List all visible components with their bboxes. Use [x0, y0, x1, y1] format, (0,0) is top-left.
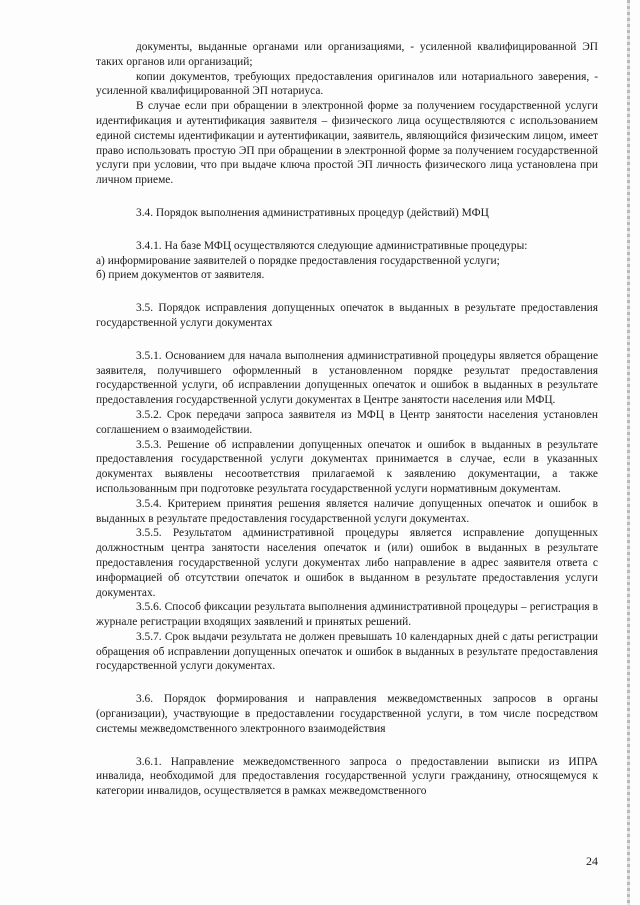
paragraph: 3.5.2. Срок передачи запроса заявителя из МФЦ в Центр занятости населения установлен соглашением о взаимодействии.: [96, 408, 598, 436]
paragraph: 3.5.5. Результатом административной процедуры является исправление допущенных должностным центра занятости населения опечаток и (или) ошибок в выданных в результате предоставления государственной услуги документах либо направление в адрес заявителя ответа с информацией об отсутствии опечаток и ошибок в выданном в результате предоставления услуги документах.: [96, 527, 598, 599]
paragraph: В случае если при обращении в электронной форме за получением государственной услуги идентификация и аутентификация заявителя – физического лица осуществляются с использованием единой системы идентификации и аутентификации, заявитель, являющийся физическим лицом, имеет право использовать простую ЭП при обращении в электронной форме за получением государственной услуги при условии, что при выдаче ключа простой ЭП личность физического лица установлена при личном приеме.: [96, 100, 598, 187]
page-number: 24: [586, 854, 598, 868]
paragraph: 3.5.3. Решение об исправлении допущенных опечаток и ошибок в выданных в результате предоставления государственной услуги документах принимается в случае, если в указанных документах выявлены несоответствия прилагаемой к заявлению документации, а также использованным при подготовке результата государственной услуги нормативным документам.: [96, 438, 598, 495]
paragraph: 3.4.1. На базе МФЦ осуществляются следующие административные процедуры:: [136, 239, 528, 252]
paragraph: 3.6.1. Направление межведомственного запроса о предоставлении выписки из ИПРА инвалида, необходимой для предоставления государственной услуги гражданину, относящемуся к категории инвалидов, осуществляется в рамках межведомственного: [96, 755, 598, 798]
paragraph: документы, выданные органами или организациями, - усиленной квалифицированной ЭП таких органов или организаций;: [96, 41, 598, 68]
section-heading-3-5: 3.5. Порядок исправления допущенных опечаток в выданных в результате предоставления государственной услуги документах: [96, 302, 598, 329]
section-heading-3-6: 3.6. Порядок формирования и направления межведомственных запросов в органы (организации), участвующие в предоставлении государственной услуги, в том числе посредством системы межведомственного электронного взаимодействия: [96, 693, 598, 735]
paragraph: копии документов, требующих предоставления оригиналов или нотариального заверения, - усиленной квалифицированной ЭП нотариуса.: [96, 70, 598, 98]
paragraph: 3.5.7. Срок выдачи результата не должен превышать 10 календарных дней с даты регистрации обращения об исправлении допущенных опечаток и ошибок в выданных в результате предоставления государственной услуги документах.: [96, 630, 598, 673]
list-item: б) прием документов от заявителя.: [96, 269, 265, 282]
section-heading-3-4: 3.4. Порядок выполнения административных процедур (действий) МФЦ: [136, 206, 489, 219]
document-body: [96, 40, 598, 799]
paragraph: 3.5.6. Способ фиксации результата выполнения административной процедуры – регистрация в журнале регистрации входящих заявлений и принятых решений.: [96, 601, 598, 629]
list-item: а) информирование заявителей о порядке предоставления государственной услуги;: [96, 254, 500, 267]
paragraph: 3.5.4. Критерием принятия решения является наличие допущенных опечаток и ошибок в выданных в результате предоставления государственной услуги документах.: [96, 497, 598, 525]
paragraph: 3.5.1. Основанием для начала выполнения административной процедуры является обращение заявителя, получившего оформленный в установленном порядке результат предоставления государственной услуги, об исправлении допущенных опечаток и ошибок в выданных в результате предоставления государственной услуги документах в Центре занятости населения или МФЦ.: [96, 349, 598, 407]
scan-edge: [627, 0, 630, 905]
